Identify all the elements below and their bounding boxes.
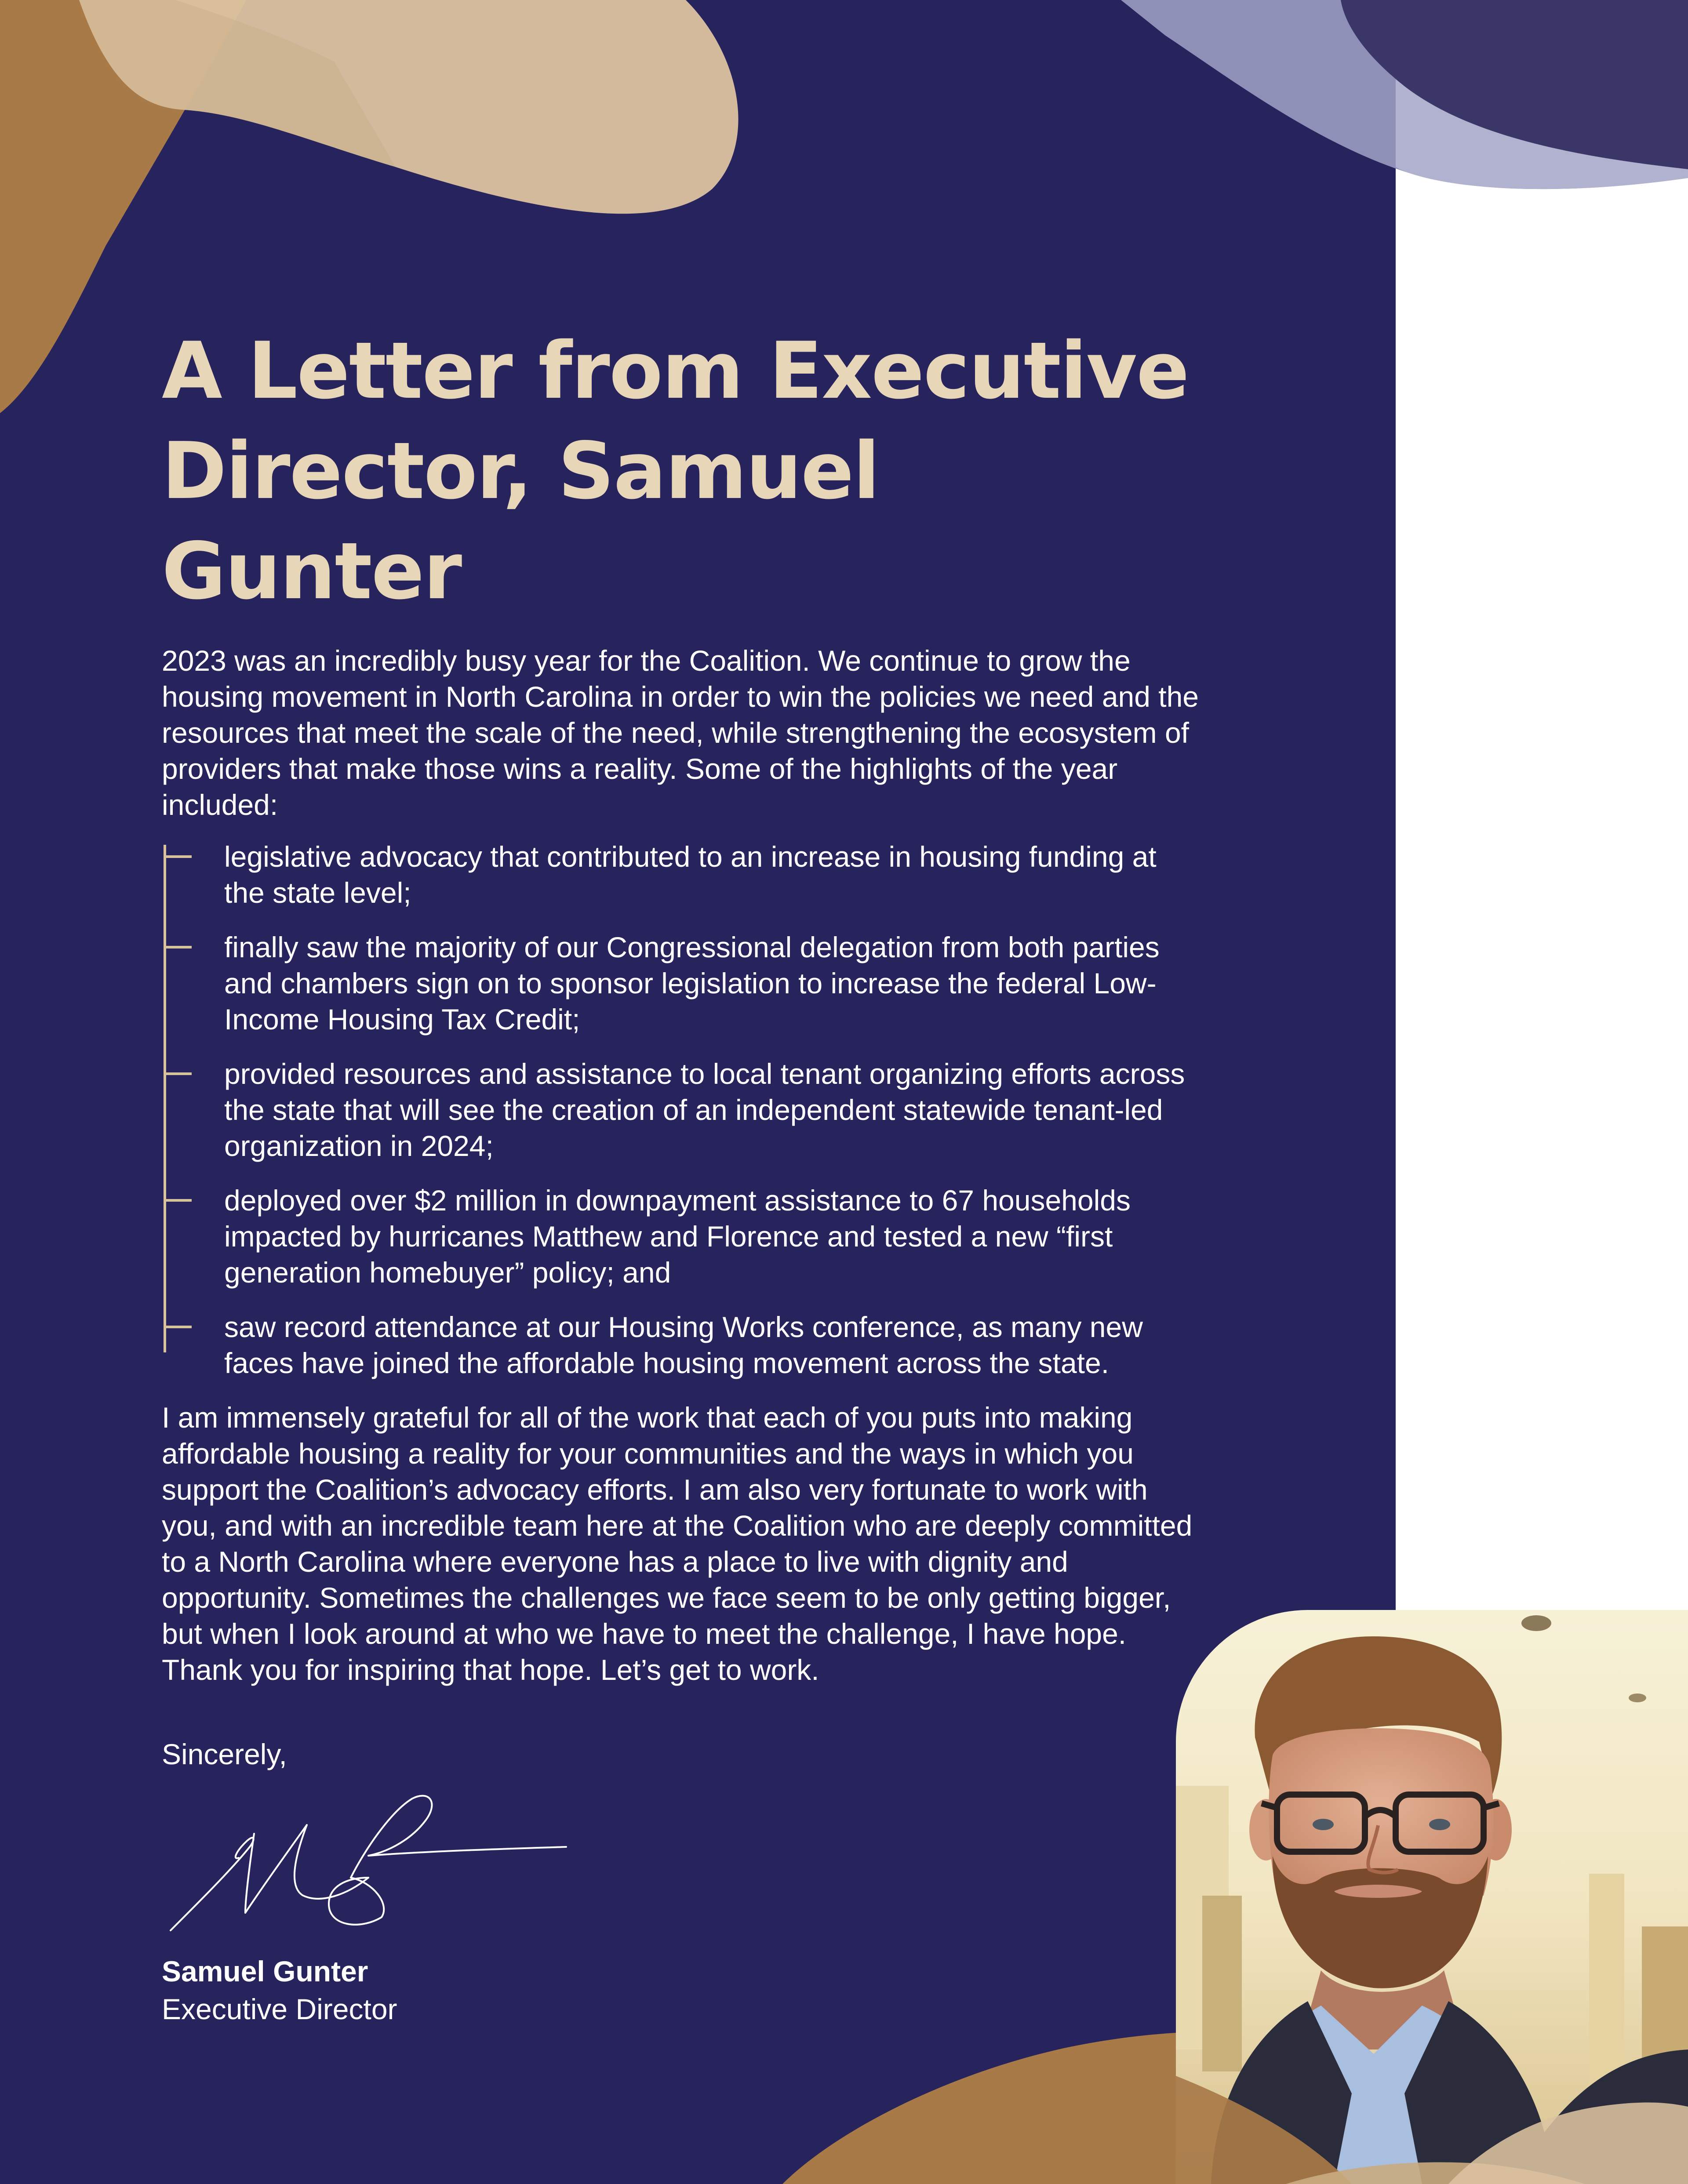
list-item: finally saw the majority of our Congressional delegation from both parties and chambers sign on to sponsor legislation to increase the federal Low-Income Housing Tax Credit; xyxy=(162,929,1199,1037)
highlights-list xyxy=(162,839,1199,1381)
body-paragraph: I am immensely grateful for all of the work that each of you puts into making affordable housing a reality for your communities and the ways in which you support the Coalition’s advocacy efforts. I am also very fortunate to work with you, and with an incredible team here at the Coalition who are deeply committed to a North Carolina where everyone has a place to live with dignity and opportunity. Sometimes the challenges we face seem to be only getting bigger, but when I look around at who we have to meet the challenge, I have hope. Thank you for inspiring that hope. Let’s get to work. xyxy=(162,1401,1193,1686)
title-line-1: A Letter from Executive xyxy=(162,325,1189,416)
signer-title: Executive Director xyxy=(162,1993,397,2025)
list-item: deployed over $2 million in downpayment assistance to 67 households impacted by hurricanes Matthew and Florence and tested a new “first generation homebuyer” policy; and xyxy=(162,1182,1199,1290)
page-title xyxy=(162,321,1199,621)
signature-image xyxy=(162,1785,593,1948)
list-item: legislative advocacy that contributed to an increase in housing funding at the state level; xyxy=(162,839,1199,911)
list-item: saw record attendance at our Housing Works conference, as many new faces have joined the affordable housing movement across the state. xyxy=(162,1309,1199,1381)
portrait-photo xyxy=(1176,1610,1688,2184)
closing-salutation: Sincerely, xyxy=(162,1738,287,1770)
title-line-2: Director, Samuel Gunter xyxy=(162,425,879,617)
intro-paragraph: 2023 was an incredibly busy year for the Coalition. We continue to grow the housing movement in North Carolina in order to win the policies we need and the resources that meet the scale of the need, while strengthening the ecosystem of providers that make those wins a reality. Some of the highlights of the year included: xyxy=(162,644,1199,821)
signer-name: Samuel Gunter xyxy=(162,1955,368,1988)
list-item: provided resources and assistance to local tenant organizing efforts across the state that will see the creation of an independent statewide tenant-led organization in 2024; xyxy=(162,1056,1199,1164)
letter-content xyxy=(162,321,1199,2028)
